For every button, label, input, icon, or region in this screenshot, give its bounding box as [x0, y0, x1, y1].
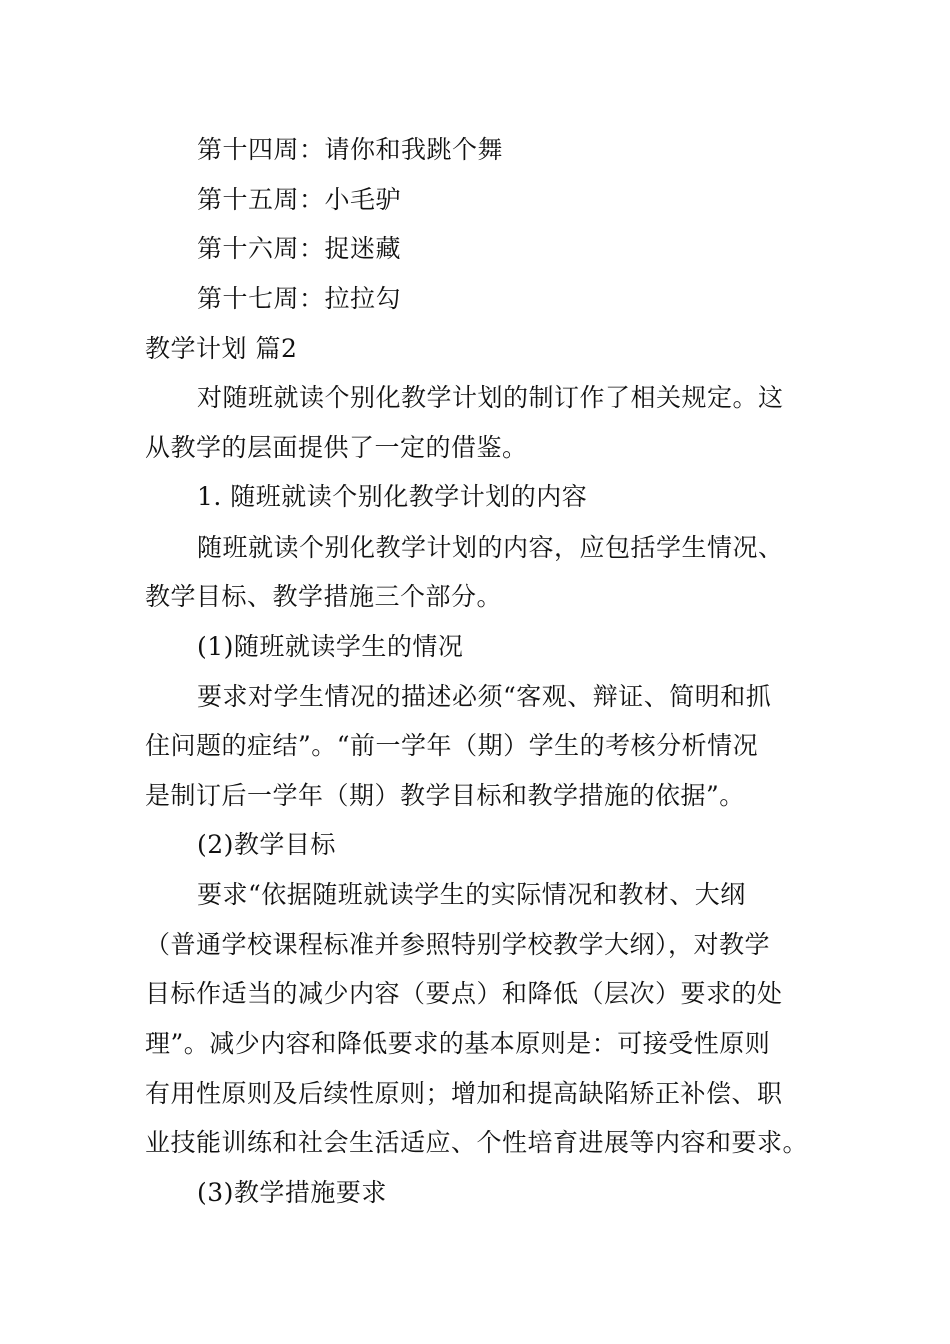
sub-heading: (2)教学目标	[197, 830, 336, 859]
paragraph-line: 从教学的层面提供了一定的借鉴。	[145, 433, 528, 462]
paragraph-line: 要求对学生情况的描述必须“客观、辩证、简明和抓	[197, 682, 772, 711]
paragraph-line: 随班就读个别化教学计划的内容，应包括学生情况、	[197, 533, 784, 562]
schedule-week-15: 第十五周：小毛驴	[197, 185, 402, 214]
schedule-week-17: 第十七周：拉拉勾	[197, 284, 402, 313]
sub-heading: (3)教学措施要求	[197, 1178, 387, 1207]
paragraph-line: 是制订后一学年（期）教学目标和教学措施的依据”。	[145, 781, 745, 810]
paragraph-line: 目标作适当的减少内容（要点）和降低（层次）要求的处	[145, 979, 783, 1008]
paragraph-line: 对随班就读个别化教学计划的制订作了相关规定。这	[197, 383, 784, 412]
paragraph-line: 有用性原则及后续性原则；增加和提高缺陷矫正补偿、职	[145, 1079, 783, 1108]
paragraph-line: 教学目标、教学措施三个部分。	[145, 582, 503, 611]
schedule-week-16: 第十六周：捉迷藏	[197, 234, 402, 263]
paragraph-line: 住问题的症结”。“前一学年（期）学生的考核分析情况	[145, 731, 759, 760]
schedule-week-14: 第十四周：请你和我跳个舞	[197, 135, 504, 164]
paragraph-line: 理”。减少内容和降低要求的基本原则是：可接受性原则	[145, 1029, 771, 1058]
numbered-item: 1. 随班就读个别化教学计划的内容	[197, 482, 588, 511]
section-heading: 教学计划 篇2	[145, 334, 298, 363]
sub-heading: (1)随班就读学生的情况	[197, 632, 464, 661]
paragraph-line: （普通学校课程标准并参照特别学校教学大纲），对教学	[145, 930, 771, 959]
paragraph-line: 要求“依据随班就读学生的实际情况和教材、大纲	[197, 880, 746, 909]
paragraph-line: 业技能训练和社会生活适应、个性培育进展等内容和要求。	[145, 1128, 809, 1157]
